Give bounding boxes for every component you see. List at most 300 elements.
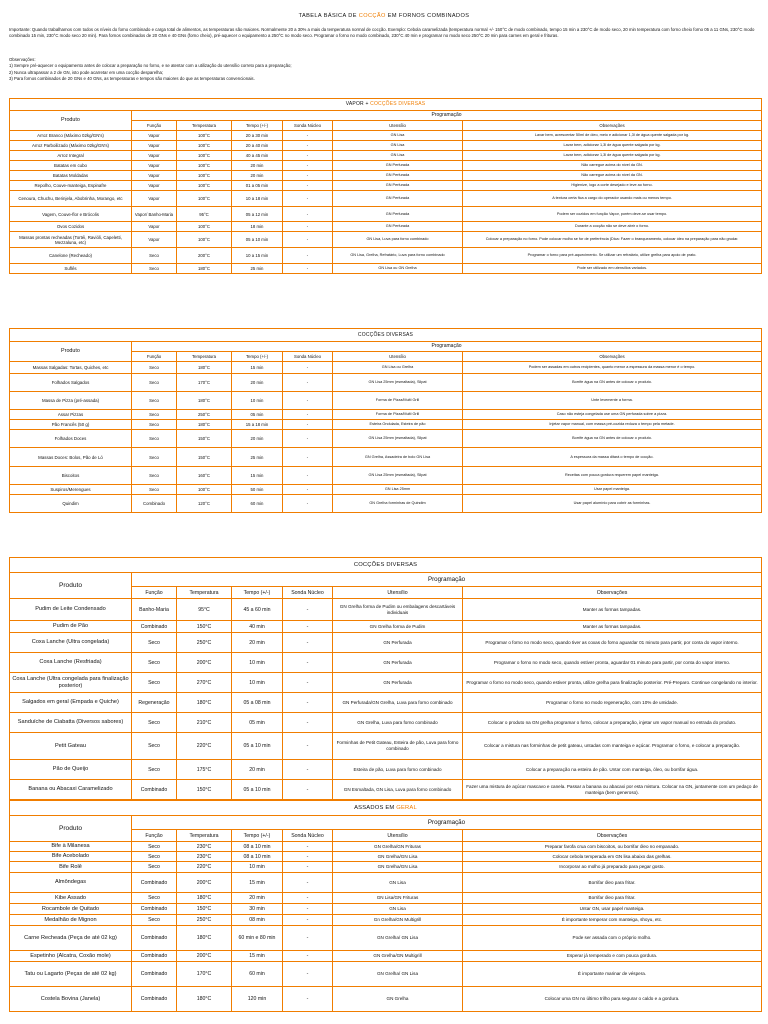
table-row — [10, 733, 762, 760]
table-row — [10, 151, 762, 161]
cell-probe: - — [283, 760, 333, 780]
cell-probe: - — [283, 852, 333, 862]
cell-utensil: GN Grelha — [333, 987, 463, 1012]
cell-utensil: GN Grelha/GN Multigrill — [333, 951, 463, 962]
cell-product: Costela Bovina (Janela) — [10, 987, 132, 1012]
cell-notes: A espessura da massa ditará o tempo de cocção. — [463, 448, 762, 467]
cell-function: Seco — [132, 842, 177, 852]
cell-temperature: 100°C — [177, 131, 232, 141]
observations-title: Observações: — [9, 57, 36, 62]
header-function: Função — [132, 830, 177, 842]
cell-product: Sanduíche de Ciabatta (Diversos sabores) — [10, 713, 132, 733]
table-row — [10, 842, 762, 852]
table-row — [10, 495, 762, 513]
table-row — [10, 599, 762, 621]
cell-probe: - — [283, 264, 333, 274]
table-row — [10, 673, 762, 693]
cell-temperature: 230°C — [177, 842, 232, 852]
cell-utensil: GN Perfurada — [333, 161, 463, 171]
cell-utensil: GN Grelha, Luva para forno combinado — [333, 713, 463, 733]
cell-temperature: 160°C — [177, 467, 232, 485]
cell-function: Seco — [132, 673, 177, 693]
header-probe: Sonda Núcleo — [283, 830, 333, 842]
cell-function: Vapor — [132, 151, 177, 161]
cell-time: 120 min — [232, 987, 283, 1012]
cell-time: 20 min — [232, 161, 283, 171]
cell-probe: - — [283, 862, 333, 873]
cell-time: 30 min — [232, 904, 283, 915]
cell-notes: Durante a cocção não se deve abrir o forno. — [463, 222, 762, 232]
cell-probe: - — [283, 207, 333, 222]
cell-probe: - — [283, 621, 333, 633]
cell-utensil: GN Perfurada — [333, 653, 463, 673]
cell-product: Almôndegas — [10, 873, 132, 893]
cell-time: 25 min — [232, 448, 283, 467]
cell-probe: - — [283, 392, 333, 410]
cell-temperature: 230°C — [177, 852, 232, 862]
cell-time: 08 min — [232, 915, 283, 926]
cell-function: Vapor — [132, 171, 177, 181]
cell-notes: É importante temperar com manteiga, shoyu, etc. — [463, 915, 762, 926]
cell-utensil: Gn Grelha/GN Multigrill — [333, 915, 463, 926]
cell-product: Massas Doces: Bolos, Pão de Ló — [10, 448, 132, 467]
cell-notes: Pode ser utilizado em utensílios variados. — [463, 264, 762, 274]
cell-function: Vapor/ Banho-Maria — [132, 207, 177, 222]
cell-utensil: Esteira de pão, Luva para forno combinado — [333, 760, 463, 780]
cell-utensil: GN Perfurada — [333, 207, 463, 222]
header-time: Tempo (+/-) — [232, 830, 283, 842]
cell-time: 08 a 10 min — [232, 852, 283, 862]
cell-function: Seco — [132, 374, 177, 392]
cell-utensil: GN Lisa 25mm — [333, 485, 463, 495]
cell-notes: Receitas com pouca gordura requerem papel manteiga. — [463, 467, 762, 485]
cell-temperature: 220°C — [177, 733, 232, 760]
table-row — [10, 232, 762, 248]
cell-probe: - — [283, 171, 333, 181]
header-programming: Programação — [132, 342, 762, 352]
cell-notes: Colocar a preparação na esteira de pão. Untar com manteiga, óleo, ou borrifar água. — [463, 760, 762, 780]
cell-product: Coxa Lanche (Resfriada) — [10, 653, 132, 673]
cell-function: Combinado — [132, 951, 177, 962]
cell-product: Bife Rolê — [10, 862, 132, 873]
cell-notes: Lavar bem, adicionar 1,3l de água quente salgada por kg. — [463, 141, 762, 151]
cell-product: Vagem, Couve-flor e Brócolis — [10, 207, 132, 222]
cell-notes: Colocar cebola temperada em GN lisa abaixo das grelhas. — [463, 852, 762, 862]
cell-notes: Colocar a mistura nas forminhas de petit gateau, untadas com manteiga e açúcar. Programar o forno, e colocar a preparação. — [463, 733, 762, 760]
cell-probe: - — [283, 693, 333, 713]
cell-temperature: 180°C — [177, 362, 232, 374]
cell-time: 25 min — [232, 264, 283, 274]
cell-temperature: 100°C — [177, 171, 232, 181]
cell-probe: - — [283, 987, 333, 1012]
cell-notes: Fazer uma mistura de açúcar mascavo e canela. Passar a banana ou abacaxi por esta mistura. Colocar na GN, juntamente com um pedaço de manteiga (bem generoso). — [463, 780, 762, 800]
header-product: Produto — [10, 342, 132, 362]
cell-utensil: GN Lisa 25mm (esmaltada), Silpat — [333, 430, 463, 448]
table-row — [10, 926, 762, 951]
table-section-title: COCÇÕES DIVERSAS — [10, 558, 762, 573]
cell-time: 50 min — [232, 485, 283, 495]
cell-utensil: GN Lisa — [333, 904, 463, 915]
cell-temperature: 100°C — [177, 181, 232, 191]
table-row — [10, 420, 762, 430]
header-product: Produto — [10, 573, 132, 599]
table-assados-em-geral — [9, 800, 762, 1012]
cell-product: Kibe Assado — [10, 893, 132, 904]
cell-time: 10 min — [232, 392, 283, 410]
cell-function: Combinado — [132, 962, 177, 987]
table-row — [10, 131, 762, 141]
cell-utensil: GN Lisa 25mm (esmaltada), Silpat — [333, 374, 463, 392]
header-temperature: Temperatura — [177, 352, 232, 362]
cell-product: Suflês — [10, 264, 132, 274]
cell-notes: Borrife água na GN antes de colocar o produto. — [463, 374, 762, 392]
cell-temperature: 95°C — [177, 599, 232, 621]
cell-utensil: Forma de Pizza/Multi Grill — [333, 410, 463, 420]
header-function: Função — [132, 352, 177, 362]
table-row — [10, 161, 762, 171]
cell-temperature: 150°C — [177, 448, 232, 467]
cell-time: 20 min — [232, 760, 283, 780]
table-row — [10, 621, 762, 633]
cell-notes: Esperar já temperado e com pouca gordura. — [463, 951, 762, 962]
cell-time: 10 min — [232, 862, 283, 873]
cell-product: Coxa Lanche (Ultra congelada) — [10, 633, 132, 653]
cell-function: Combinado — [132, 987, 177, 1012]
cell-notes: Lavar bem, acrescentar 50ml de óleo, meio e adicionar 1,3l de água quente salgada por kg. — [463, 131, 762, 141]
cell-temperature: 100°C — [177, 485, 232, 495]
cell-function: Seco — [132, 467, 177, 485]
cell-probe: - — [283, 673, 333, 693]
cell-temperature: 180°C — [177, 926, 232, 951]
cell-temperature: 180°C — [177, 264, 232, 274]
header-probe: Sonda Núcleo — [283, 587, 333, 599]
cell-notes: Não carregue acima do nível da GN. — [463, 171, 762, 181]
cell-function: Seco — [132, 362, 177, 374]
header-notes: Observações — [463, 587, 762, 599]
cell-function: Vapor — [132, 191, 177, 207]
cell-notes: Injetar vapor manual, com massa pré-cozida reduza o tempo pela metade. — [463, 420, 762, 430]
table-row — [10, 862, 762, 873]
cell-product: Banana ou Abacaxi Caramelizado — [10, 780, 132, 800]
cell-time: 15 min — [232, 951, 283, 962]
intro-paragraph: Importante: Quando trabalhamos com todos os níveis do forno combinado e carga total de alimentos, as temperaturas são maiores. Normalmente 20 a 30% a mais da temperatura normal de cocção. Exemplo: Cebola caramelizada (temperatura normal +/- 150°C de modo combinado, tempo 15 min a 230°C de modo seco, 20 min temperatura com forno cheio forno 05 a 11 GNs, 230°C modo combinado 15 min, 230°C modo seco 20 min). Para fornos combinados de 20 GNs e 40 GNs (forno cheio), pré-aquecer o equipamento a 250°C no modo seco. Programar o forno no modo combinado, 230°C 40 min e programar no modo seco 250°C 20 min para carnes em geral e frituras. — [9, 27, 755, 39]
cell-time: 60 min — [232, 962, 283, 987]
table-row — [10, 713, 762, 733]
header-programming: Programação — [132, 816, 762, 830]
table-row — [10, 633, 762, 653]
cell-notes: Colocar uma GN no último trilho para segurar o caldo e a gordura. — [463, 987, 762, 1012]
cell-temperature: 120°C — [177, 495, 232, 513]
cell-product: Ovos Cozidos — [10, 222, 132, 232]
cell-product: Batatas Moldadas — [10, 171, 132, 181]
cell-product: Medalhão de Mignon — [10, 915, 132, 926]
table-row — [10, 780, 762, 800]
cell-time: 10 a 15 min — [232, 248, 283, 264]
cell-notes: Programar o forno para pré-aquecimento. Se utilizar um refratário, utilize grelha para apoio de prato. — [463, 248, 762, 264]
cell-time: 20 min — [232, 171, 283, 181]
cell-temperature: 100°C — [177, 232, 232, 248]
cell-utensil: GN Grelha/ GN Lisa — [333, 962, 463, 987]
cell-probe: - — [283, 420, 333, 430]
cell-utensil: GN Perfurada — [333, 633, 463, 653]
table-row — [10, 171, 762, 181]
cell-notes: Manter as formas tampadas. — [463, 621, 762, 633]
cell-notes: Não carregue acima do nível da GN. — [463, 161, 762, 171]
table-row — [10, 410, 762, 420]
cell-product: Salgados em geral (Empada e Quiche) — [10, 693, 132, 713]
cell-utensil: GN Perfurada — [333, 673, 463, 693]
table-row — [10, 653, 762, 673]
table-row — [10, 141, 762, 151]
cell-temperature: 200°C — [177, 873, 232, 893]
cell-function: Regeneração — [132, 693, 177, 713]
table-row — [10, 392, 762, 410]
cell-product: Bife à Milanesa — [10, 842, 132, 852]
cell-function: Seco — [132, 420, 177, 430]
cell-product: Massa de Pizza (pré-assada) — [10, 392, 132, 410]
cell-utensil: Forma de Pizza/Multi Grill — [333, 392, 463, 410]
table-row — [10, 374, 762, 392]
cell-utensil: GN Perfurada — [333, 181, 463, 191]
cell-probe: - — [283, 842, 333, 852]
cell-function: Combinado — [132, 495, 177, 513]
cell-temperature: 100°C — [177, 191, 232, 207]
cell-time: 01 a 05 min — [232, 181, 283, 191]
cell-time: 05 a 08 min — [232, 693, 283, 713]
cell-notes: Manter as formas tampadas. — [463, 599, 762, 621]
cell-temperature: 100°C — [177, 161, 232, 171]
observation-item: 3) Para fornos combinados de 20 GNs e 40 GNs, as temperaturas e tempos são maiores do que as temperaturas convencionais. — [9, 76, 255, 82]
observation-item: 2) Nunca ultrapassar a 2 de GN, isto pode acarretar em uma cocção desparelha; — [9, 69, 164, 75]
cell-temperature: 180°C — [177, 893, 232, 904]
cell-notes: Programar o forno no modo seco, quando tiver as coxas do forno aguardar 01 minuto para partir, por conta do vapor interno. — [463, 633, 762, 653]
cell-probe: - — [283, 141, 333, 151]
cell-product: Bife Acebolado — [10, 852, 132, 862]
cell-product: Tatu ou Lagarto (Peças de até 02 kg) — [10, 962, 132, 987]
cell-probe: - — [283, 485, 333, 495]
table-row — [10, 760, 762, 780]
table-row — [10, 693, 762, 713]
cell-utensil: GN Grelha forma de Pudim ou embalagens descartáveis individuais — [333, 599, 463, 621]
cell-function: Seco — [132, 264, 177, 274]
cell-function: Seco — [132, 485, 177, 495]
cell-notes: Untar GN, usar papel manteiga. — [463, 904, 762, 915]
header-notes: Observações — [463, 121, 762, 131]
cell-probe: - — [283, 151, 333, 161]
cell-temperature: 150°C — [177, 780, 232, 800]
cell-temperature: 150°C — [177, 904, 232, 915]
table-row — [10, 467, 762, 485]
cell-probe: - — [283, 926, 333, 951]
header-probe: Sonda Núcleo — [283, 352, 333, 362]
cell-notes: Unte levemente a forma. — [463, 392, 762, 410]
cell-notes: Caso não esteja congelada use uma GN perfurada sobre a pizza. — [463, 410, 762, 420]
table-row — [10, 222, 762, 232]
header-utensil: Utensílio — [333, 587, 463, 599]
cell-product: Canelone (Recheado) — [10, 248, 132, 264]
cell-time: 20 a 40 min — [232, 141, 283, 151]
cell-probe: - — [283, 915, 333, 926]
cell-temperature: 170°C — [177, 374, 232, 392]
cell-time: 60 min e 80 min — [232, 926, 283, 951]
cell-probe: - — [283, 448, 333, 467]
cell-probe: - — [283, 962, 333, 987]
table-row — [10, 852, 762, 862]
cell-probe: - — [283, 495, 333, 513]
cell-function: Vapor — [132, 222, 177, 232]
cell-notes: Borrife água na GN antes de colocar o produto. — [463, 430, 762, 448]
cell-temperature: 250°C — [177, 410, 232, 420]
cell-time: 20 a 30 min — [232, 131, 283, 141]
cell-function: Seco — [132, 410, 177, 420]
cell-function: Combinado — [132, 904, 177, 915]
cell-utensil: GN Perfurada — [333, 191, 463, 207]
cell-temperature: 250°C — [177, 633, 232, 653]
cell-temperature: 200°C — [177, 951, 232, 962]
cell-temperature: 180°C — [177, 987, 232, 1012]
cell-notes: Incorporar ao molho já preparado para pegar gosto. — [463, 862, 762, 873]
header-probe: Sonda Núcleo — [283, 121, 333, 131]
cell-temperature: 170°C — [177, 962, 232, 987]
cell-function: Seco — [132, 915, 177, 926]
cell-temperature: 200°C — [177, 653, 232, 673]
cell-time: 20 min — [232, 633, 283, 653]
header-utensil: Utensílio — [333, 830, 463, 842]
cell-notes: Usar papel manteiga. — [463, 485, 762, 495]
cell-utensil: Esteira Ondulada, Esteira de pão — [333, 420, 463, 430]
cell-product: Folhados Salgados — [10, 374, 132, 392]
cell-function: Vapor — [132, 181, 177, 191]
cell-function: Seco — [132, 653, 177, 673]
header-temperature: Temperatura — [177, 830, 232, 842]
table-row — [10, 448, 762, 467]
cell-utensil: GN Lisa 25mm (esmaltada), Silpat — [333, 467, 463, 485]
cell-probe: - — [283, 131, 333, 141]
cell-time: 45 a 60 min — [232, 599, 283, 621]
header-product: Produto — [10, 111, 132, 131]
cell-time: 20 min — [232, 374, 283, 392]
cell-utensil: GN Grelha forma de Pudim — [333, 621, 463, 633]
cell-notes: Lavar bem, adicionar 1,3l de água quente salgada por kg. — [463, 151, 762, 161]
cell-temperature: 100°C — [177, 222, 232, 232]
header-notes: Observações — [463, 352, 762, 362]
cell-time: 05 a 10 min — [232, 232, 283, 248]
cell-notes: Podem ser cozidos em função Vapor, porém deve-se usar tempo. — [463, 207, 762, 222]
cell-utensil: GN Grelha/GN Frituras — [333, 842, 463, 852]
header-time: Tempo (+/-) — [232, 587, 283, 599]
header-temperature: Temperatura — [177, 587, 232, 599]
table-row — [10, 207, 762, 222]
cell-notes: Programar o forno no modo seco, quando estiver pronta, aguardar 01 minuto para partir, por conta do vapor interno. — [463, 653, 762, 673]
cell-time: 15 min — [232, 362, 283, 374]
table-row — [10, 362, 762, 374]
cell-function: Combinado — [132, 873, 177, 893]
cell-function: Vapor — [132, 131, 177, 141]
table-row — [10, 248, 762, 264]
cell-time: 10 min — [232, 673, 283, 693]
cell-product: Assar Pizzas — [10, 410, 132, 420]
cell-notes: Borrifar óleo para fritar. — [463, 893, 762, 904]
cell-temperature: 100°C — [177, 141, 232, 151]
cell-probe: - — [283, 713, 333, 733]
cell-function: Vapor — [132, 161, 177, 171]
table-vapor-coccoes — [9, 98, 762, 274]
cell-temperature: 150°C — [177, 621, 232, 633]
cell-function: Seco — [132, 733, 177, 760]
cell-probe: - — [283, 893, 333, 904]
header-time: Tempo (+/-) — [232, 121, 283, 131]
cell-time: 15 a 18 min — [232, 420, 283, 430]
table-row — [10, 915, 762, 926]
cell-time: 05 a 10 min — [232, 733, 283, 760]
cell-probe: - — [283, 951, 333, 962]
table-row — [10, 485, 762, 495]
cell-function: Seco — [132, 862, 177, 873]
cell-temperature: 250°C — [177, 915, 232, 926]
cell-temperature: 270°C — [177, 673, 232, 693]
cell-notes: Usar papel alumínio para cobrir as forminhas. — [463, 495, 762, 513]
cell-temperature: 200°C — [177, 248, 232, 264]
cell-time: 20 min — [232, 430, 283, 448]
cell-utensil: GN Grelha/GN Lisa — [333, 862, 463, 873]
cell-product: Arroz Integral — [10, 151, 132, 161]
cell-function: Seco — [132, 713, 177, 733]
cell-utensil: GN Perfurada — [333, 222, 463, 232]
table-row — [10, 987, 762, 1012]
cell-utensil: GN Lisa ou GN Grelha — [333, 264, 463, 274]
cell-time: 60 min — [232, 495, 283, 513]
cell-probe: - — [283, 653, 333, 673]
cell-probe: - — [283, 904, 333, 915]
table-section-title: VAPOR + COCÇÕES DIVERSAS — [10, 99, 762, 111]
cell-temperature: 180°C — [177, 693, 232, 713]
cell-probe: - — [283, 599, 333, 621]
cell-product: Suspiros/Merengues — [10, 485, 132, 495]
cell-function: Combinado — [132, 621, 177, 633]
cell-product: Arroz Branco (Máximo 02kg/GN's) — [10, 131, 132, 141]
cell-notes: Programar o forno no modo regeneração, com 10% de umidade. — [463, 693, 762, 713]
cell-product: Cenoura, Chuchu, Berinjela, Abobrinha, Morango, etc — [10, 191, 132, 207]
observations-block — [9, 57, 761, 83]
cell-function: Vapor — [132, 141, 177, 151]
cell-utensil: GN Grelha/ GN Lisa — [333, 926, 463, 951]
cell-utensil: GN Perfurada — [333, 171, 463, 181]
cell-product: Massas prontas recheadas (Tortéi, Ravióli, Capeletti, Mezzaluna, etc) — [10, 232, 132, 248]
cell-function: Seco — [132, 893, 177, 904]
cell-utensil: GN Lisa — [333, 873, 463, 893]
table-row — [10, 191, 762, 207]
cell-product: Carne Recheada (Peça de até 02 kg) — [10, 926, 132, 951]
cell-utensil: GN Grelha/GN Lisa — [333, 852, 463, 862]
header-function: Função — [132, 121, 177, 131]
header-utensil: Utensílio — [333, 352, 463, 362]
cell-utensil: Forminhas de Petit Gateau, Esteira de pão, Luva para forno combinado — [333, 733, 463, 760]
table-row — [10, 873, 762, 893]
cell-function: Banho-Maria — [132, 599, 177, 621]
table-row — [10, 264, 762, 274]
cell-probe: - — [283, 633, 333, 653]
cell-function: Combinado — [132, 780, 177, 800]
cell-probe: - — [283, 780, 333, 800]
cell-product: Pão de Queijo — [10, 760, 132, 780]
cell-notes: É importante marinar de véspera. — [463, 962, 762, 987]
cell-product: Coxa Lanche (Ultra congelada para finalização posterior) — [10, 673, 132, 693]
table-row — [10, 181, 762, 191]
header-time: Tempo (+/-) — [232, 352, 283, 362]
cell-function: Seco — [132, 852, 177, 862]
cell-time: 15 min — [232, 873, 283, 893]
cell-time: 40 a 45 min — [232, 151, 283, 161]
